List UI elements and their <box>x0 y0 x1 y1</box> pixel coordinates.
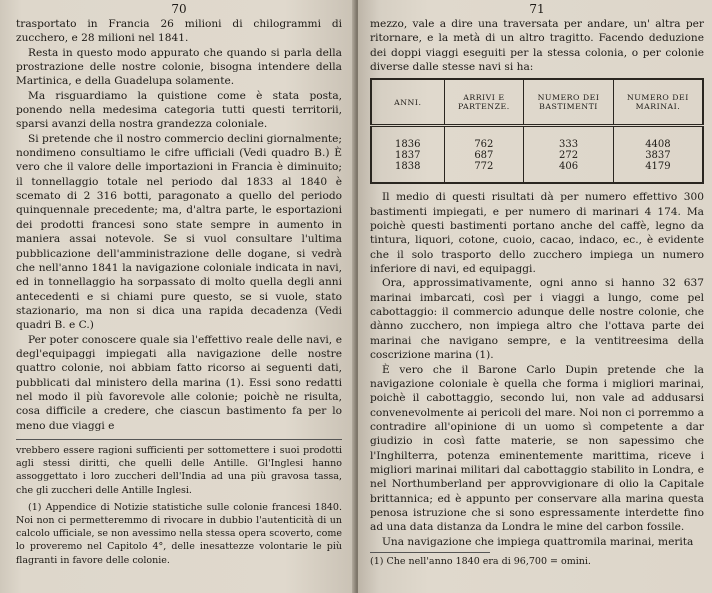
column-header: NUMERO DEI BASTIMENTI <box>524 79 614 126</box>
table-cell: 772 <box>444 161 524 183</box>
statistics-table <box>370 78 704 184</box>
table-row <box>371 161 703 183</box>
page-number: 71 <box>529 2 545 16</box>
paragraph: Ma risguardiamo la quistione come è stata posta, ponendo nella medesima categoria tutti questi territorii, sparsi avanzi della nostra grandezza coloniale. <box>16 89 342 131</box>
paragraph: trasportato in Francia 26 milioni di chilogrammi di zucchero, e 28 milioni nel 1841. <box>16 18 342 45</box>
table-cell: 762 <box>444 126 524 151</box>
footnote: (1) Che nell'anno 1840 era di 96,700 = omini. <box>370 555 591 567</box>
table-cell: 406 <box>524 161 614 183</box>
footnote-divider <box>16 439 342 440</box>
paragraph: Il medio di questi risultati dà per numero effettivo 300 bastimenti impiegati, e per numero di marinari 4 174. Ma poichè questi bastimenti portano anche del caffè, legno da tintura, liquori, cotone, cuoio, cacao, indaco, ec., è evidente che il solo trasporto dello zucchero impiega un numero inferiore di navi, ed equipaggi. <box>370 191 704 276</box>
table-cell: 1838 <box>371 161 444 183</box>
table-cell: 3837 <box>645 150 671 162</box>
table-row <box>371 150 703 161</box>
footnote-continuation: vrebbero essere ragioni sufficienti per sottomettere i suoi prodotti agli stessi diritti, che quelli delle Antille. Gl'Inglesi hanno assoggettato i loro zuccheri dell'India ad una più gravosa tassa, che gli zuccheri delle Antille Inglesi. <box>16 444 342 496</box>
column-header: NUMERO DEI MARINAI. <box>613 79 703 126</box>
paragraph: Si pretende che il nostro commercio declini giornalmente; nondimeno consultiamo le cifre ufficiali (Vedi quadro B.) È vero che il valore delle importazioni in Francia è diminuito; il tonnellaggio totale nel periodo dal 1833 al 1840 è scemato di 2 316 botti, paragonato a quello del periodo quinquennale precedente; ma, d'altra parte, le esportazioni dei prodotti francesi sono state sempre in aumento in maniera assai notevole. Se si vuol consultare l'ultima pubblicazione dell'amministrazione delle dogane, si vedrà che nell'anno 1841 la navigazione coloniale indicata in navi, ed in tonnellaggio ha sorpassato di molto quella degli anni antecedenti e si chiami pure questo, se si vuole, stato stazionario, ma non si dica una rapida decadenza (Vedi quadri B. e C.) <box>16 132 342 332</box>
paragraph: mezzo, vale a dire una traversata per andare, un' altra per ritornare, e la metà di un altro tragitto. Facendo deduzione dei doppi viaggi eseguiti per la stessa colonia, o per colonie diverse dalle stesse navi si ha: <box>370 18 704 74</box>
page-number: 70 <box>171 2 187 16</box>
table-row <box>371 126 703 151</box>
footnote-divider <box>370 552 490 553</box>
table-cell: 687 <box>444 150 524 161</box>
paragraph: È vero che il Barone Carlo Dupin pretende che la navigazione coloniale è quella che forma i migliori marinai, poichè il cabottaggio, secondo lui, non vale ad addusarsi convenevolmente ai pericoli del mare. Noi non ci porremmo a contradire all'opinione di un uomo sì competente a dar giudizio in così fatte materie, se non sapessimo che l'Inghilterra, potenza eminentemente marittima, riceve i migliori marinai militari dal cabottaggio stabilito in Londra, e nel Northumberland per approvvigionare di olio la Capitale brittannica; ed è appunto per conservare alla marina questa penosa istruzione che si sono espressamente interdette fino ad una data distanza da Londra le mine del carbon fossile. <box>370 363 704 534</box>
column-header: ANNI. <box>371 79 444 126</box>
footnote: (1) Appendice di Notizie statistiche sulle colonie francesi 1840. Noi non ci permetteremmo di rivocare in dubbio l'autenticità di un calcolo ufficiale, se non avessimo nella stessa opera scoverto, come lo proveremo nel Capitolo 4°, delle inesattezze volontarie le più flagranti in favore delle colonie. <box>16 501 342 566</box>
column-header: ARRIVI E PARTENZE. <box>444 79 524 126</box>
right-page <box>358 0 712 593</box>
table-cell: 272 <box>524 150 614 161</box>
table-cell: 1836 <box>371 126 444 151</box>
table-cell: 4408 <box>645 139 671 151</box>
paragraph: Per poter conoscere quale sia l'effettivo reale delle navi, e degl'equipaggi impiegati alla navigazione delle nostre quattro colonie, noi abbiam fatto ricorso ai seguenti dati, pubblicati dal ministero della marina (1). Essi sono redatti nel modo il più favorevole alle colonie; poichè ne risulta, cosa difficile a credere, che ciascun bastimento fa per lo meno due viaggi e <box>16 333 342 432</box>
table-cell: 4179 <box>645 161 671 173</box>
paragraph: Ora, approssimativamente, ogni anno si hanno 32 637 marinai imbarcati, così per i viaggi a lungo, come pel cabottaggio: il commercio adunque delle nostre colonie, che dànno zucchero, non impiega altro che l'ottava parte dei marinai che navigano sempre, e la ventitreesima della coscrizione marina (1). <box>370 277 704 362</box>
table-cell: 1837 <box>371 150 444 161</box>
paragraph: Una navigazione che impiega quattromila marinai, merita <box>382 535 694 548</box>
paragraph: Resta in questo modo appurato che quando si parla della prostrazione delle nostre colonie, bisogna intendere della Martinica, e della Guadelupa solamente. <box>16 46 342 88</box>
table-cell: 333 <box>524 126 614 151</box>
